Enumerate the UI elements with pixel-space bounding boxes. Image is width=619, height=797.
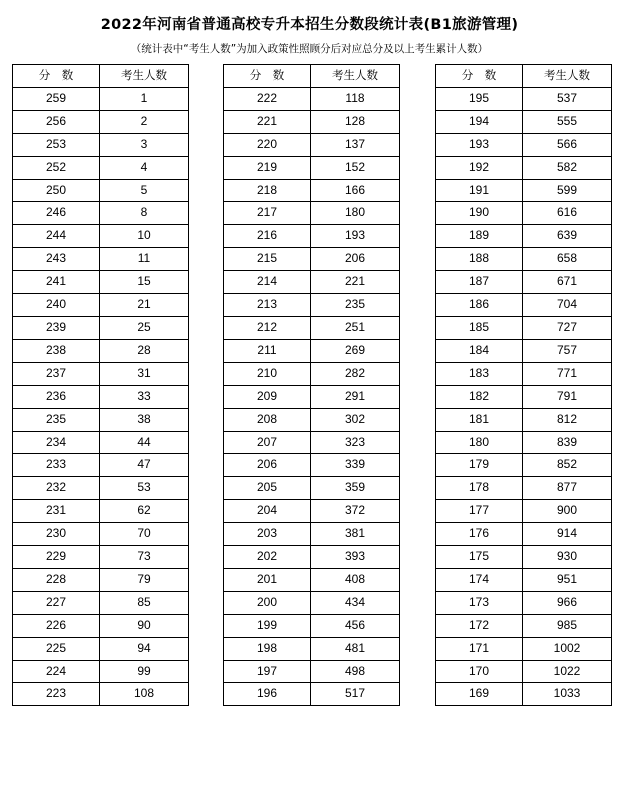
- table-row: [436, 500, 612, 523]
- score-cell: 191: [436, 179, 523, 202]
- score-cell: 214: [224, 271, 311, 294]
- count-cell: 381: [311, 523, 400, 546]
- count-cell: 152: [311, 156, 400, 179]
- count-cell: 291: [311, 385, 400, 408]
- table-row: [436, 683, 612, 706]
- count-cell: 812: [523, 408, 612, 431]
- score-cell: 227: [13, 591, 100, 614]
- score-cell: 202: [224, 546, 311, 569]
- table-row: [224, 339, 400, 362]
- count-cell: 359: [311, 477, 400, 500]
- table-row: [13, 614, 189, 637]
- count-cell: 393: [311, 546, 400, 569]
- score-cell: 194: [436, 110, 523, 133]
- table-row: [13, 591, 189, 614]
- count-cell: 10: [100, 225, 189, 248]
- score-cell: 179: [436, 454, 523, 477]
- count-cell: 671: [523, 271, 612, 294]
- table-row: [13, 683, 189, 706]
- score-cell: 181: [436, 408, 523, 431]
- score-cell: 253: [13, 133, 100, 156]
- table-row: [13, 225, 189, 248]
- count-cell: 639: [523, 225, 612, 248]
- table-row: [436, 133, 612, 156]
- count-cell: 616: [523, 202, 612, 225]
- count-cell: 118: [311, 87, 400, 110]
- table-row: [436, 156, 612, 179]
- table-row: [13, 156, 189, 179]
- score-cell: 226: [13, 614, 100, 637]
- table-row: [224, 202, 400, 225]
- score-cell: 236: [13, 385, 100, 408]
- score-cell: 220: [224, 133, 311, 156]
- score-cell: 217: [224, 202, 311, 225]
- count-cell: 15: [100, 271, 189, 294]
- count-cell: 658: [523, 248, 612, 271]
- score-cell: 184: [436, 339, 523, 362]
- table-row: [224, 385, 400, 408]
- count-cell: 269: [311, 339, 400, 362]
- table-row: [224, 431, 400, 454]
- score-cell: 203: [224, 523, 311, 546]
- count-cell: 985: [523, 614, 612, 637]
- score-cell: 241: [13, 271, 100, 294]
- table-row: [13, 568, 189, 591]
- table-row: [224, 477, 400, 500]
- score-cell: 182: [436, 385, 523, 408]
- count-cell: 94: [100, 637, 189, 660]
- count-cell: 456: [311, 614, 400, 637]
- score-cell: 170: [436, 660, 523, 683]
- header-row: [436, 65, 612, 88]
- count-cell: 537: [523, 87, 612, 110]
- count-cell: 791: [523, 385, 612, 408]
- count-cell: 434: [311, 591, 400, 614]
- count-cell: 1033: [523, 683, 612, 706]
- count-cell: 5: [100, 179, 189, 202]
- count-cell: 877: [523, 477, 612, 500]
- count-cell: 235: [311, 294, 400, 317]
- score-cell: 186: [436, 294, 523, 317]
- score-cell: 200: [224, 591, 311, 614]
- table-row: [13, 316, 189, 339]
- count-cell: 193: [311, 225, 400, 248]
- count-cell: 128: [311, 110, 400, 133]
- score-cell: 230: [13, 523, 100, 546]
- table-row: [436, 385, 612, 408]
- score-cell: 195: [436, 87, 523, 110]
- table-row: [13, 477, 189, 500]
- table-row: [436, 523, 612, 546]
- score-table-1: [12, 64, 189, 706]
- table-row: [224, 316, 400, 339]
- score-cell: 175: [436, 546, 523, 569]
- table-row: [224, 294, 400, 317]
- score-cell: 206: [224, 454, 311, 477]
- count-column-header: 考生人数: [100, 65, 189, 88]
- count-cell: 914: [523, 523, 612, 546]
- count-cell: 21: [100, 294, 189, 317]
- table-row: [13, 294, 189, 317]
- count-cell: 302: [311, 408, 400, 431]
- table-row: [436, 339, 612, 362]
- score-cell: 246: [13, 202, 100, 225]
- count-cell: 852: [523, 454, 612, 477]
- table-row: [436, 110, 612, 133]
- count-cell: 1002: [523, 637, 612, 660]
- table-row: [436, 202, 612, 225]
- score-cell: 207: [224, 431, 311, 454]
- count-cell: 372: [311, 500, 400, 523]
- table-row: [224, 248, 400, 271]
- count-cell: 137: [311, 133, 400, 156]
- count-cell: 517: [311, 683, 400, 706]
- score-cell: 218: [224, 179, 311, 202]
- score-cell: 183: [436, 362, 523, 385]
- score-cell: 209: [224, 385, 311, 408]
- score-cell: 228: [13, 568, 100, 591]
- table-row: [436, 568, 612, 591]
- table-row: [224, 523, 400, 546]
- score-column-header: 分 数: [436, 65, 523, 88]
- table-row: [13, 500, 189, 523]
- score-cell: 238: [13, 339, 100, 362]
- score-cell: 237: [13, 362, 100, 385]
- table-row: [436, 271, 612, 294]
- count-cell: 166: [311, 179, 400, 202]
- count-cell: 108: [100, 683, 189, 706]
- score-cell: 224: [13, 660, 100, 683]
- count-cell: 38: [100, 408, 189, 431]
- count-cell: 70: [100, 523, 189, 546]
- table-row: [224, 362, 400, 385]
- score-cell: 171: [436, 637, 523, 660]
- count-cell: 966: [523, 591, 612, 614]
- count-cell: 62: [100, 500, 189, 523]
- score-cell: 174: [436, 568, 523, 591]
- table-row: [436, 454, 612, 477]
- score-cell: 235: [13, 408, 100, 431]
- score-cell: 222: [224, 87, 311, 110]
- score-cell: 196: [224, 683, 311, 706]
- count-cell: 727: [523, 316, 612, 339]
- table-row: [13, 454, 189, 477]
- count-cell: 1: [100, 87, 189, 110]
- score-cell: 210: [224, 362, 311, 385]
- header-row: [13, 65, 189, 88]
- count-cell: 79: [100, 568, 189, 591]
- score-cell: 187: [436, 271, 523, 294]
- table-row: [13, 271, 189, 294]
- score-cell: 188: [436, 248, 523, 271]
- score-cell: 243: [13, 248, 100, 271]
- score-cell: 198: [224, 637, 311, 660]
- table-row: [13, 431, 189, 454]
- score-cell: 213: [224, 294, 311, 317]
- count-cell: 31: [100, 362, 189, 385]
- count-cell: 951: [523, 568, 612, 591]
- table-row: [224, 500, 400, 523]
- count-cell: 180: [311, 202, 400, 225]
- count-cell: 3: [100, 133, 189, 156]
- table-row: [224, 133, 400, 156]
- score-column-header: 分 数: [224, 65, 311, 88]
- score-cell: 221: [224, 110, 311, 133]
- score-table-3: [435, 64, 612, 706]
- table-row: [13, 660, 189, 683]
- table-row: [13, 637, 189, 660]
- score-cell: 231: [13, 500, 100, 523]
- count-cell: 704: [523, 294, 612, 317]
- score-cell: 199: [224, 614, 311, 637]
- count-cell: 566: [523, 133, 612, 156]
- score-cell: 177: [436, 500, 523, 523]
- table-row: [436, 637, 612, 660]
- count-cell: 28: [100, 339, 189, 362]
- score-cell: 204: [224, 500, 311, 523]
- score-cell: 233: [13, 454, 100, 477]
- score-cell: 234: [13, 431, 100, 454]
- table-row: [224, 546, 400, 569]
- score-cell: 239: [13, 316, 100, 339]
- score-cell: 172: [436, 614, 523, 637]
- score-cell: 225: [13, 637, 100, 660]
- table-row: [436, 248, 612, 271]
- count-cell: 206: [311, 248, 400, 271]
- table-row: [436, 546, 612, 569]
- count-column-header: 考生人数: [311, 65, 400, 88]
- table-row: [436, 431, 612, 454]
- table-row: [436, 362, 612, 385]
- count-cell: 339: [311, 454, 400, 477]
- table-row: [224, 225, 400, 248]
- table-row: [224, 568, 400, 591]
- table-row: [436, 225, 612, 248]
- table-row: [224, 110, 400, 133]
- table-row: [224, 660, 400, 683]
- score-cell: 252: [13, 156, 100, 179]
- count-cell: 73: [100, 546, 189, 569]
- page-subtitle: （统计表中“考生人数”为加入政策性照顾分后对应总分及以上考生累计人数）: [130, 43, 489, 55]
- score-cell: 208: [224, 408, 311, 431]
- count-cell: 90: [100, 614, 189, 637]
- count-cell: 481: [311, 637, 400, 660]
- score-cell: 180: [436, 431, 523, 454]
- score-cell: 197: [224, 660, 311, 683]
- score-cell: 250: [13, 179, 100, 202]
- count-cell: 930: [523, 546, 612, 569]
- score-cell: 223: [13, 683, 100, 706]
- score-cell: 169: [436, 683, 523, 706]
- table-row: [436, 179, 612, 202]
- score-cell: 189: [436, 225, 523, 248]
- count-cell: 498: [311, 660, 400, 683]
- table-row: [436, 408, 612, 431]
- score-cell: 173: [436, 591, 523, 614]
- count-column-header: 考生人数: [523, 65, 612, 88]
- table-row: [224, 683, 400, 706]
- count-cell: 44: [100, 431, 189, 454]
- table-row: [436, 294, 612, 317]
- score-cell: 215: [224, 248, 311, 271]
- count-cell: 85: [100, 591, 189, 614]
- count-cell: 99: [100, 660, 189, 683]
- table-row: [13, 110, 189, 133]
- table-row: [13, 362, 189, 385]
- count-cell: 8: [100, 202, 189, 225]
- table-row: [436, 614, 612, 637]
- table-row: [436, 660, 612, 683]
- table-row: [13, 408, 189, 431]
- score-cell: 259: [13, 87, 100, 110]
- score-table-2: [223, 64, 400, 706]
- score-cell: 205: [224, 477, 311, 500]
- table-row: [13, 248, 189, 271]
- count-cell: 11: [100, 248, 189, 271]
- score-cell: 229: [13, 546, 100, 569]
- table-row: [224, 408, 400, 431]
- score-cell: 192: [436, 156, 523, 179]
- count-cell: 408: [311, 568, 400, 591]
- score-cell: 232: [13, 477, 100, 500]
- score-cell: 211: [224, 339, 311, 362]
- table-row: [224, 179, 400, 202]
- table-row: [13, 546, 189, 569]
- count-cell: 555: [523, 110, 612, 133]
- count-cell: 1022: [523, 660, 612, 683]
- count-cell: 4: [100, 156, 189, 179]
- score-cell: 185: [436, 316, 523, 339]
- count-cell: 221: [311, 271, 400, 294]
- count-cell: 771: [523, 362, 612, 385]
- table-row: [13, 179, 189, 202]
- table-row: [436, 477, 612, 500]
- count-cell: 251: [311, 316, 400, 339]
- score-cell: 176: [436, 523, 523, 546]
- count-cell: 599: [523, 179, 612, 202]
- count-cell: 582: [523, 156, 612, 179]
- count-cell: 757: [523, 339, 612, 362]
- header-row: [224, 65, 400, 88]
- table-row: [13, 133, 189, 156]
- table-row: [436, 87, 612, 110]
- count-cell: 25: [100, 316, 189, 339]
- table-row: [13, 202, 189, 225]
- count-cell: 47: [100, 454, 189, 477]
- table-row: [13, 523, 189, 546]
- table-row: [224, 156, 400, 179]
- count-cell: 53: [100, 477, 189, 500]
- count-cell: 282: [311, 362, 400, 385]
- score-cell: 190: [436, 202, 523, 225]
- table-row: [13, 87, 189, 110]
- count-cell: 839: [523, 431, 612, 454]
- count-cell: 900: [523, 500, 612, 523]
- table-row: [436, 316, 612, 339]
- score-cell: 193: [436, 133, 523, 156]
- count-cell: 33: [100, 385, 189, 408]
- table-row: [224, 87, 400, 110]
- table-row: [224, 614, 400, 637]
- table-row: [224, 637, 400, 660]
- count-cell: 323: [311, 431, 400, 454]
- score-column-header: 分 数: [13, 65, 100, 88]
- score-cell: 212: [224, 316, 311, 339]
- table-row: [13, 339, 189, 362]
- score-cell: 240: [13, 294, 100, 317]
- table-row: [224, 591, 400, 614]
- table-row: [224, 271, 400, 294]
- score-cell: 244: [13, 225, 100, 248]
- table-row: [436, 591, 612, 614]
- score-cell: 178: [436, 477, 523, 500]
- score-cell: 219: [224, 156, 311, 179]
- score-cell: 216: [224, 225, 311, 248]
- table-row: [13, 385, 189, 408]
- score-cell: 256: [13, 110, 100, 133]
- count-cell: 2: [100, 110, 189, 133]
- score-cell: 201: [224, 568, 311, 591]
- page-title: 2022年河南省普通高校专升本招生分数段统计表(B1旅游管理): [100, 17, 519, 33]
- table-row: [224, 454, 400, 477]
